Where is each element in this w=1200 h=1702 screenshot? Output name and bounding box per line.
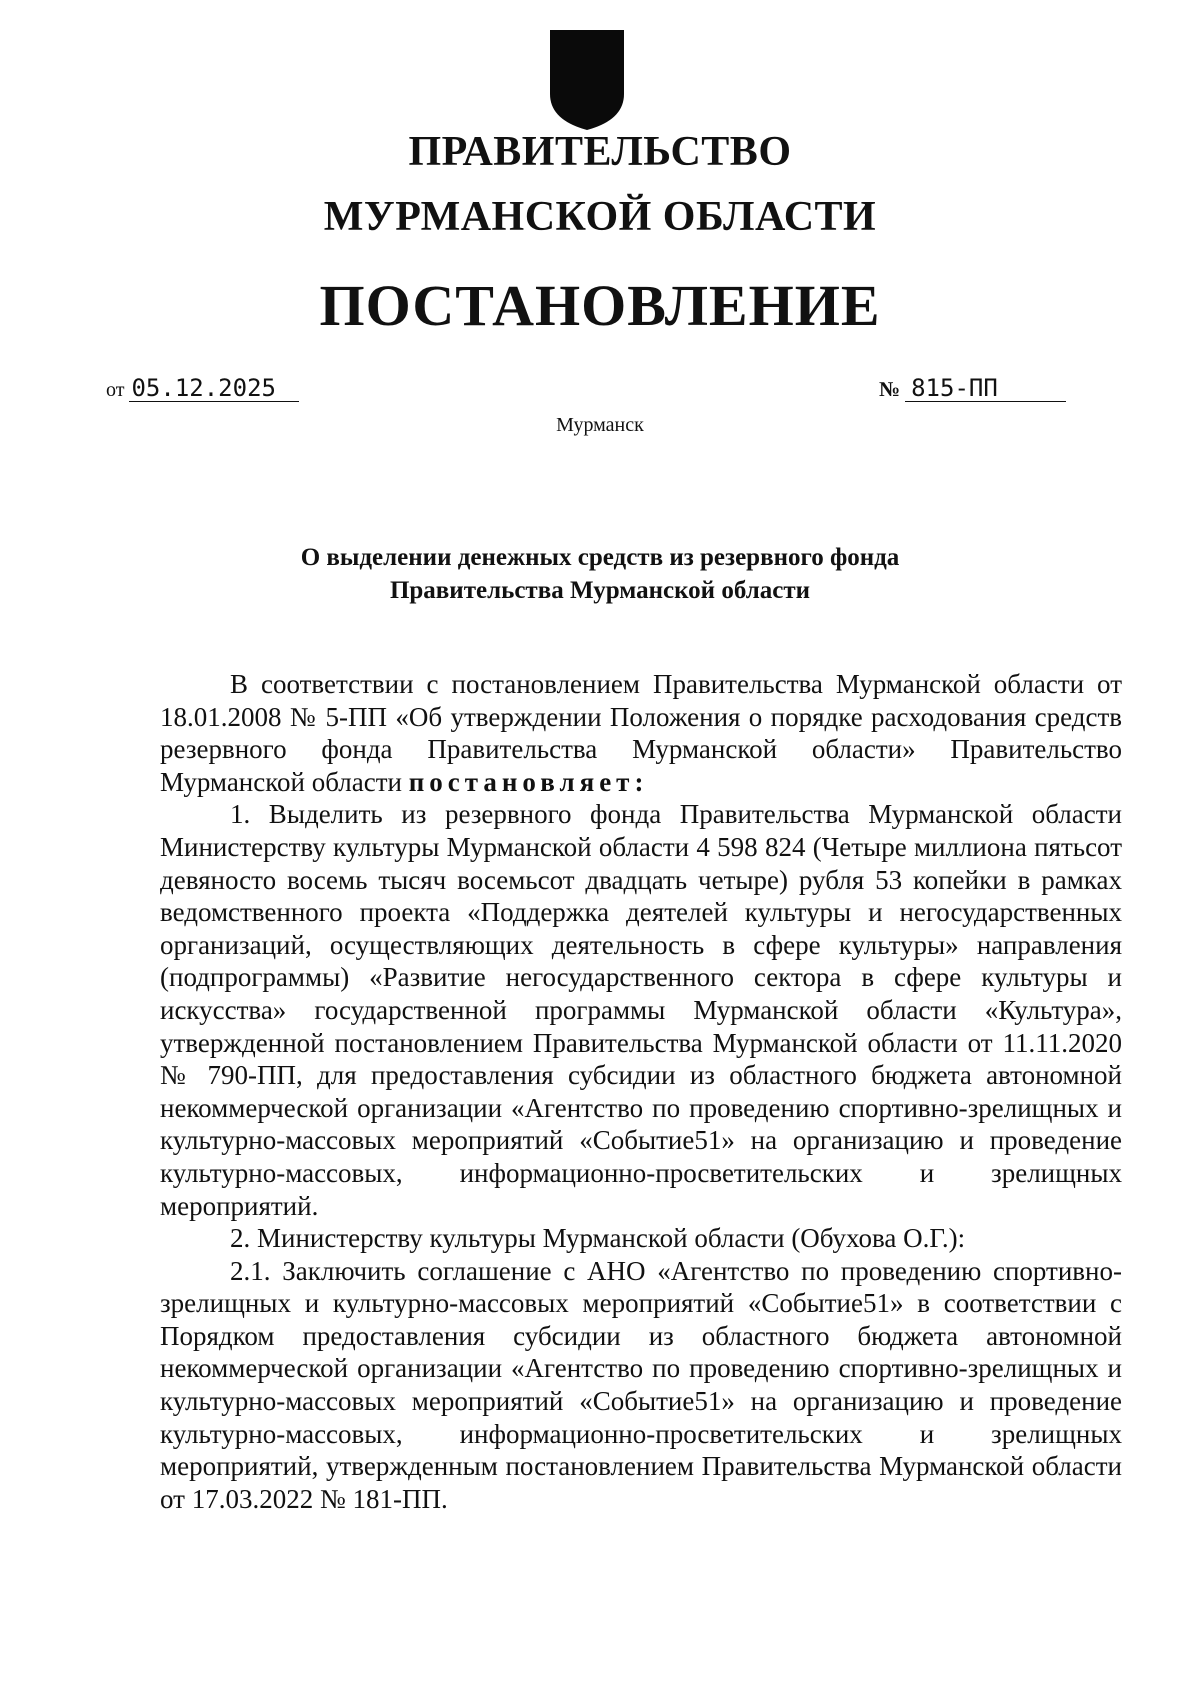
date-field <box>106 375 299 402</box>
city-name: Мурманск <box>556 414 644 436</box>
document-title <box>0 541 1200 607</box>
document-body <box>160 668 1122 1515</box>
document-number: 815-ПП <box>905 375 1066 402</box>
document-date: 05.12.2025 <box>129 375 299 402</box>
shield-icon <box>547 28 627 132</box>
item-2-1-paragraph: 2.1. Заключить соглашение с АНО «Агентство по проведению спортивно-зрелищных и культурно-массовых мероприятий «Событие51» в соответствии с Порядком предоставления субсидии из областного бюджета автономной некоммерческой организации «Агентство по проведению спортивно-зрелищных и культурно-массовых мероприятий «Событие51» на организацию и проведение культурно-массовых, информационно-просветительских и зрелищных мероприятий, утвержденным постановлением Правительства Мурманской области от 17.03.2022 № 181-ПП. <box>160 1255 1122 1514</box>
title-line1: О выделении денежных средств из резервного фонда <box>300 544 900 571</box>
document-type: ПОСТАНОВЛЕНИЕ <box>319 273 881 338</box>
government-name-line2: МУРМАНСКОЙ ОБЛАСТИ <box>323 194 877 240</box>
preamble-text: В соответствии с постановлением Правительства Мурманской области от 18.01.2008 № 5-ПП «Об утверждении Положения о порядке расходования средств резервного фонда Правительства Мурманской области» Правительство Мурманской области <box>160 669 1122 797</box>
government-name-line1: ПРАВИТЕЛЬСТВО <box>408 129 792 175</box>
item-1-paragraph: 1. Выделить из резервного фонда Правительства Мурманской области Министерству культуры Мурманской области 4 598 824 (Четыре миллиона пятьсот девяносто восемь тысяч восемьсот двадцать четыре) рубля 53 копейки в рамках ведомственного проекта «Поддержка деятелей культуры и негосударственных организаций, осуществляющих деятельность в сфере культуры» направления (подпрограммы) «Развитие негосударственного сектора в сфере культуры и искусства» государственной программы Мурманской области «Культура», утвержденной постановлением Правительства Мурманской области от 11.11.2020 № 790-ПП, для предоставления субсидии из областного бюджета автономной некоммерческой организации «Агентство по проведению спортивно-зрелищных и культурно-массовых мероприятий «Событие51» на организацию и проведение культурно-массовых, информационно-просветительских и зрелищных мероприятий. <box>160 799 1122 1221</box>
item-2-paragraph: 2. Министерству культуры Мурманской области (Обухова О.Г.): <box>230 1223 966 1254</box>
number-field <box>879 375 1066 402</box>
number-prefix: № <box>879 377 901 401</box>
resolves-word: постановляет: <box>408 766 649 797</box>
coat-of-arms-emblem <box>547 28 627 132</box>
date-prefix: от <box>106 379 125 401</box>
title-line2: Правительства Мурманской области <box>389 577 811 604</box>
preamble-paragraph <box>160 668 1122 798</box>
